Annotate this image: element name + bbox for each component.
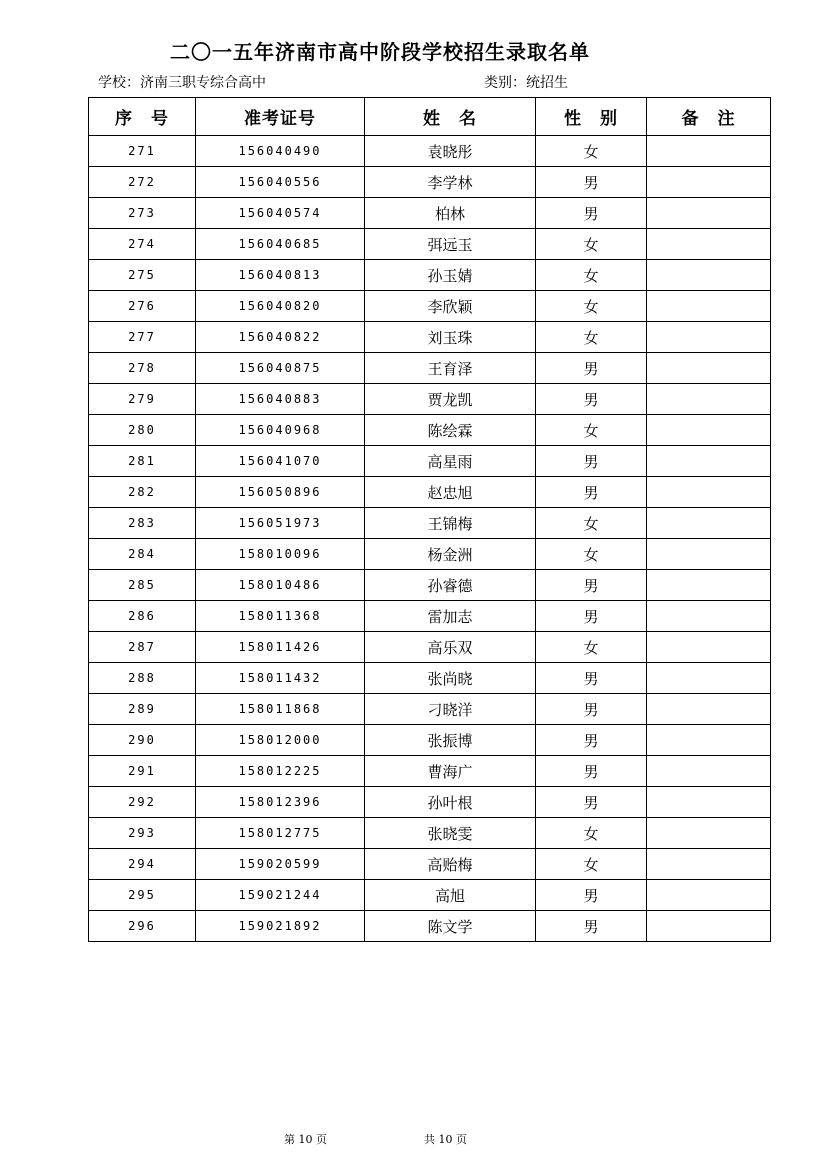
gender-cell: 男 [536,694,647,725]
gender-cell: 男 [536,663,647,694]
note-cell [647,229,771,260]
seq-cell: 289 [89,694,196,725]
table-row [89,539,771,570]
seq-cell: 273 [89,198,196,229]
gender-cell: 男 [536,384,647,415]
school-label: 学校：济南三职专综合高中 [98,75,266,91]
table-row [89,477,771,508]
gender-cell: 男 [536,756,647,787]
exam-id-cell: 158012396 [196,787,365,818]
gender-cell: 女 [536,322,647,353]
gender-cell: 男 [536,446,647,477]
gender-cell: 男 [536,353,647,384]
table-row [89,725,771,756]
gender-cell: 女 [536,136,647,167]
gender-cell: 女 [536,849,647,880]
header-seq: 序 号 [89,98,196,136]
table-row [89,136,771,167]
document-title: 二〇一五年济南市高中阶段学校招生录取名单 [170,40,590,64]
seq-cell: 291 [89,756,196,787]
seq-cell: 282 [89,477,196,508]
name-cell: 曹海广 [365,756,536,787]
name-cell: 张晓雯 [365,818,536,849]
seq-cell: 288 [89,663,196,694]
note-cell [647,353,771,384]
seq-cell: 284 [89,539,196,570]
name-cell: 李学林 [365,167,536,198]
table-row [89,880,771,911]
table-row [89,911,771,942]
exam-id-cell: 156040875 [196,353,365,384]
gender-cell: 女 [536,508,647,539]
exam-id-cell: 158011368 [196,601,365,632]
seq-cell: 294 [89,849,196,880]
name-cell: 杨金洲 [365,539,536,570]
name-cell: 柏林 [365,198,536,229]
seq-cell: 279 [89,384,196,415]
seq-cell: 277 [89,322,196,353]
name-cell: 赵忠旭 [365,477,536,508]
exam-id-cell: 158012000 [196,725,365,756]
seq-cell: 275 [89,260,196,291]
table-row [89,663,771,694]
note-cell [647,446,771,477]
name-cell: 高星雨 [365,446,536,477]
header-gender: 性 别 [536,98,647,136]
note-cell [647,694,771,725]
seq-cell: 285 [89,570,196,601]
seq-cell: 296 [89,911,196,942]
table-row [89,229,771,260]
seq-cell: 280 [89,415,196,446]
gender-cell: 男 [536,601,647,632]
exam-id-cell: 156040883 [196,384,365,415]
table-row [89,601,771,632]
note-cell [647,384,771,415]
table-row [89,818,771,849]
note-cell [647,477,771,508]
table-row [89,570,771,601]
note-cell [647,632,771,663]
gender-cell: 男 [536,880,647,911]
table-row [89,446,771,477]
seq-cell: 283 [89,508,196,539]
seq-cell: 271 [89,136,196,167]
page-number: 第 10 页 [284,1133,327,1146]
gender-cell: 女 [536,539,647,570]
gender-cell: 男 [536,911,647,942]
name-cell: 陈绘霖 [365,415,536,446]
table-row [89,291,771,322]
exam-id-cell: 156040490 [196,136,365,167]
name-cell: 高旭 [365,880,536,911]
note-cell [647,570,771,601]
gender-cell: 男 [536,167,647,198]
note-cell [647,322,771,353]
exam-id-cell: 158011432 [196,663,365,694]
gender-cell: 女 [536,632,647,663]
note-cell [647,756,771,787]
note-cell [647,725,771,756]
note-cell [647,787,771,818]
exam-id-cell: 156040820 [196,291,365,322]
table-row [89,849,771,880]
note-cell [647,260,771,291]
seq-cell: 290 [89,725,196,756]
name-cell: 王锦梅 [365,508,536,539]
admission-table [88,97,771,942]
gender-cell: 女 [536,291,647,322]
category-label: 类别：统招生 [484,75,568,91]
table-row [89,632,771,663]
note-cell [647,849,771,880]
name-cell: 孙睿德 [365,570,536,601]
name-cell: 高贻梅 [365,849,536,880]
seq-cell: 293 [89,818,196,849]
note-cell [647,663,771,694]
note-cell [647,167,771,198]
exam-id-cell: 156040822 [196,322,365,353]
seq-cell: 278 [89,353,196,384]
name-cell: 李欣颖 [365,291,536,322]
note-cell [647,911,771,942]
total-pages: 共 10 页 [424,1133,467,1146]
name-cell: 贾龙凯 [365,384,536,415]
name-cell: 孙叶根 [365,787,536,818]
gender-cell: 男 [536,787,647,818]
exam-id-cell: 158012775 [196,818,365,849]
note-cell [647,539,771,570]
note-cell [647,880,771,911]
seq-cell: 292 [89,787,196,818]
seq-cell: 276 [89,291,196,322]
table-row [89,415,771,446]
exam-id-cell: 158011426 [196,632,365,663]
seq-cell: 281 [89,446,196,477]
table-row [89,756,771,787]
name-cell: 袁晓彤 [365,136,536,167]
exam-id-cell: 156040574 [196,198,365,229]
name-cell: 弭远玉 [365,229,536,260]
name-cell: 高乐双 [365,632,536,663]
exam-id-cell: 159020599 [196,849,365,880]
exam-id-cell: 156040968 [196,415,365,446]
gender-cell: 女 [536,260,647,291]
name-cell: 雷加志 [365,601,536,632]
note-cell [647,136,771,167]
name-cell: 刁晓洋 [365,694,536,725]
exam-id-cell: 158010486 [196,570,365,601]
seq-cell: 274 [89,229,196,260]
gender-cell: 男 [536,477,647,508]
note-cell [647,508,771,539]
name-cell: 刘玉珠 [365,322,536,353]
exam-id-cell: 159021892 [196,911,365,942]
gender-cell: 男 [536,198,647,229]
exam-id-cell: 158011868 [196,694,365,725]
name-cell: 王育泽 [365,353,536,384]
header-row [89,98,771,136]
exam-id-cell: 158012225 [196,756,365,787]
exam-id-cell: 158010096 [196,539,365,570]
table-row [89,198,771,229]
seq-cell: 272 [89,167,196,198]
note-cell [647,415,771,446]
exam-id-cell: 156051973 [196,508,365,539]
header-note: 备 注 [647,98,771,136]
exam-id-cell: 156040556 [196,167,365,198]
exam-id-cell: 156040813 [196,260,365,291]
seq-cell: 287 [89,632,196,663]
table-row [89,508,771,539]
gender-cell: 女 [536,229,647,260]
name-cell: 张振博 [365,725,536,756]
note-cell [647,291,771,322]
exam-id-cell: 156050896 [196,477,365,508]
table-row [89,260,771,291]
note-cell [647,601,771,632]
exam-id-cell: 156041070 [196,446,365,477]
table-row [89,322,771,353]
table-row [89,167,771,198]
seq-cell: 295 [89,880,196,911]
note-cell [647,198,771,229]
table-row [89,787,771,818]
seq-cell: 286 [89,601,196,632]
name-cell: 张尚晓 [365,663,536,694]
gender-cell: 女 [536,818,647,849]
name-cell: 孙玉婧 [365,260,536,291]
header-exam-id: 准考证号 [196,98,365,136]
gender-cell: 男 [536,570,647,601]
note-cell [647,818,771,849]
table-row [89,353,771,384]
exam-id-cell: 159021244 [196,880,365,911]
table-row [89,384,771,415]
exam-id-cell: 156040685 [196,229,365,260]
header-name: 姓 名 [365,98,536,136]
name-cell: 陈文学 [365,911,536,942]
gender-cell: 女 [536,415,647,446]
gender-cell: 男 [536,725,647,756]
table-row [89,694,771,725]
